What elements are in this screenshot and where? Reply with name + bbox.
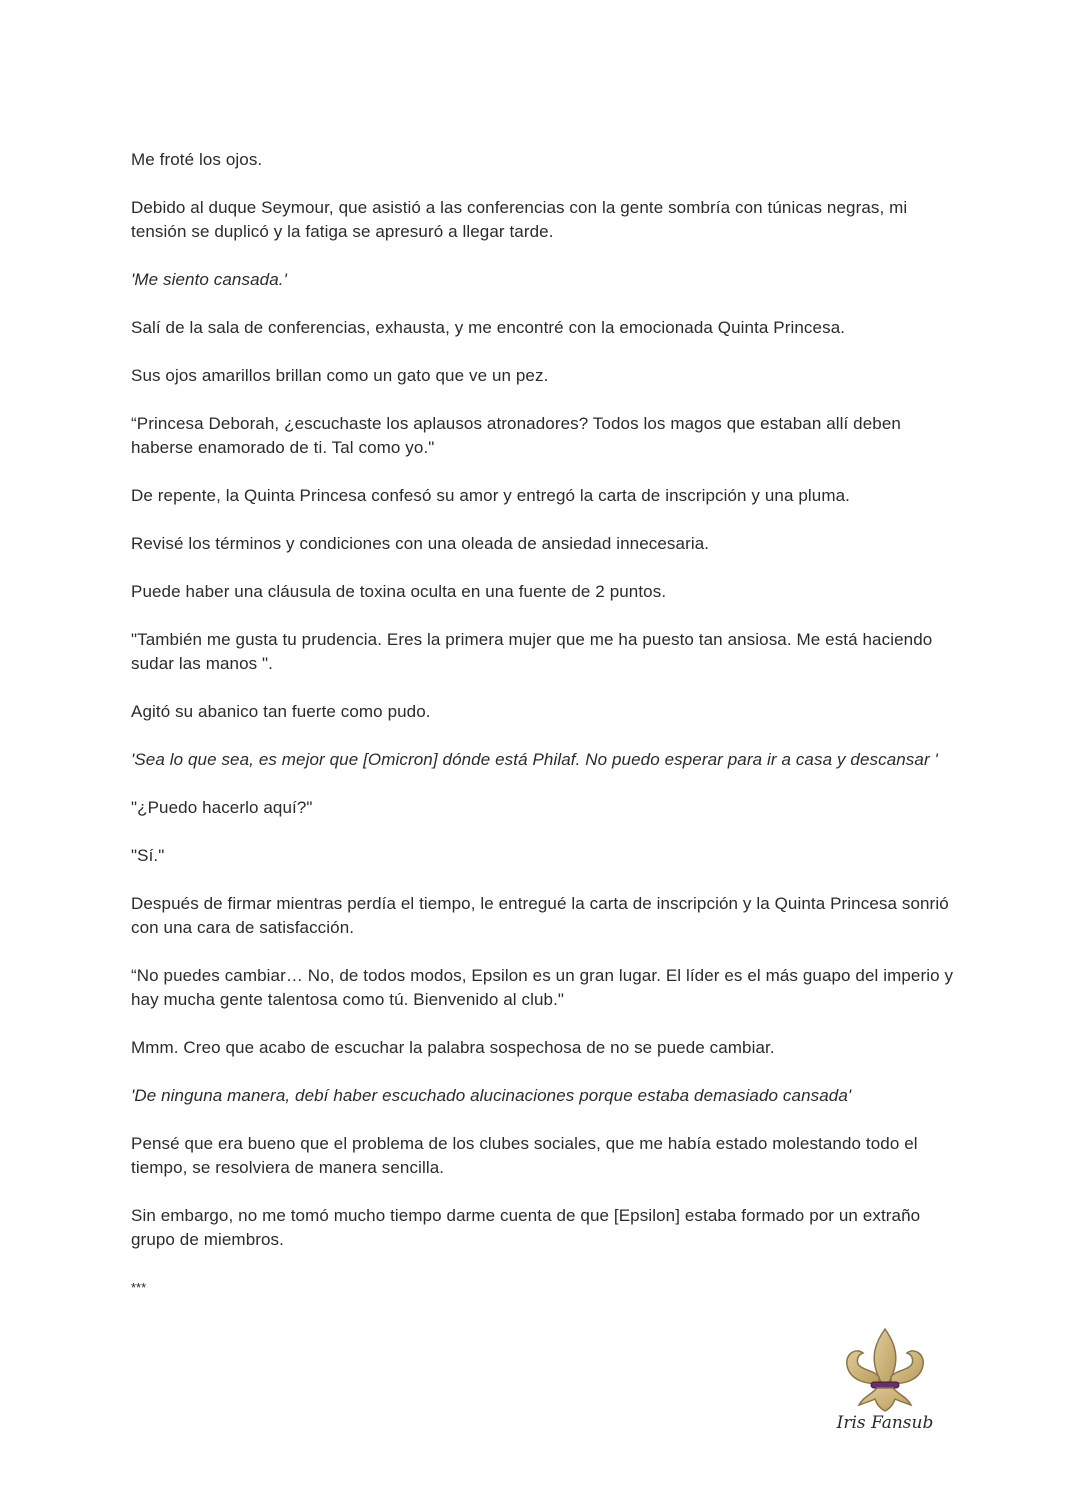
watermark-text: Iris Fansub — [836, 1413, 934, 1433]
paragraph-thought: 'Me siento cansada.' — [131, 270, 287, 289]
section-separator: *** — [131, 1280, 147, 1295]
fleur-de-lis-icon — [835, 1325, 935, 1415]
paragraph-dialogue: "También me gusta tu prudencia. Eres la primera mujer que me ha puesto tan ansiosa. Me está haciendo sudar las manos ". — [131, 630, 933, 673]
document-page — [131, 148, 961, 1300]
paragraph: Mmm. Creo que acabo de escuchar la palabra sospechosa de no se puede cambiar. — [131, 1038, 775, 1057]
paragraph: Salí de la sala de conferencias, exhausta, y me encontré con la emocionada Quinta Princesa. — [131, 318, 846, 337]
paragraph-thought: 'Sea lo que sea, es mejor que [Omicron] dónde está Philaf. No puedo esperar para ir a casa y descansar ' — [131, 750, 938, 769]
paragraph: Me froté los ojos. — [131, 150, 263, 169]
iris-fansub-watermark — [830, 1325, 940, 1445]
paragraph: Revisé los términos y condiciones con una oleada de ansiedad innecesaria. — [131, 534, 710, 553]
paragraph-thought: 'De ninguna manera, debí haber escuchado alucinaciones porque estaba demasiado cansada' — [131, 1086, 852, 1105]
paragraph: Sin embargo, no me tomó mucho tiempo darme cuenta de que [Epsilon] estaba formado por un extraño grupo de miembros. — [131, 1206, 921, 1249]
paragraph-dialogue: “Princesa Deborah, ¿escuchaste los aplausos atronadores? Todos los magos que estaban allí deben haberse enamorado de ti. Tal como yo." — [131, 414, 901, 457]
paragraph: Después de firmar mientras perdía el tiempo, le entregué la carta de inscripción y la Quinta Princesa sonrió con una cara de satisfacción. — [131, 894, 949, 937]
paragraph-dialogue: “No puedes cambiar… No, de todos modos, Epsilon es un gran lugar. El líder es el más guapo del imperio y hay mucha gente talentosa como tú. Bienvenido al club." — [131, 966, 954, 1009]
paragraph: Debido al duque Seymour, que asistió a las conferencias con la gente sombría con túnicas negras, mi tensión se duplicó y la fatiga se apresuró a llegar tarde. — [131, 198, 908, 241]
paragraph: Puede haber una cláusula de toxina oculta en una fuente de 2 puntos. — [131, 582, 667, 601]
paragraph: De repente, la Quinta Princesa confesó su amor y entregó la carta de inscripción y una pluma. — [131, 486, 850, 505]
paragraph: Pensé que era bueno que el problema de los clubes sociales, que me había estado molestando todo el tiempo, se resolviera de manera sencilla. — [131, 1134, 918, 1177]
paragraph-dialogue: "Sí." — [131, 846, 165, 865]
paragraph-dialogue: "¿Puedo hacerlo aquí?" — [131, 798, 313, 817]
paragraph: Sus ojos amarillos brillan como un gato que ve un pez. — [131, 366, 549, 385]
paragraph: Agitó su abanico tan fuerte como pudo. — [131, 702, 431, 721]
